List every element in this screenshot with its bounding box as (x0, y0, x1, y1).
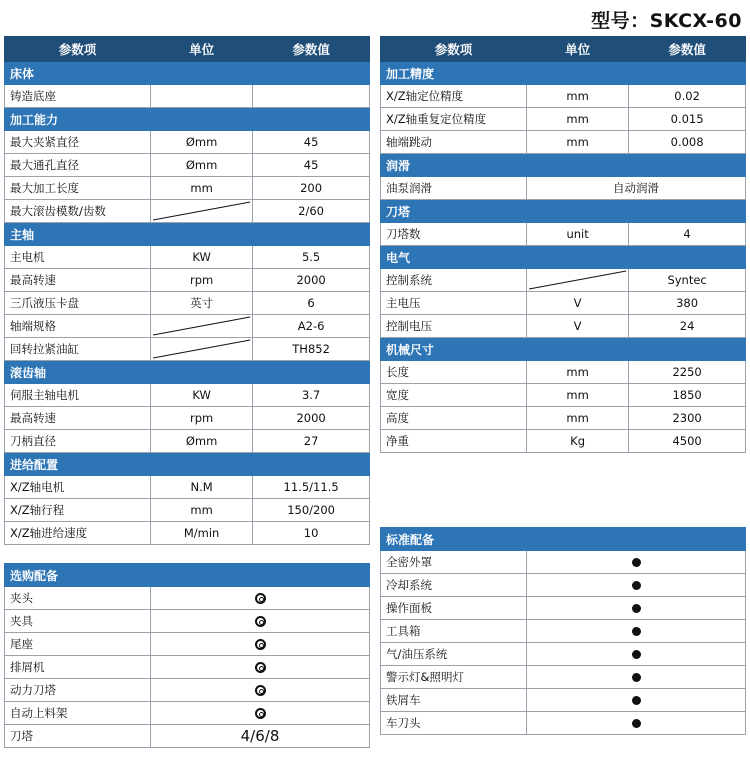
row-mark (527, 597, 746, 620)
section-label: 主轴 (5, 223, 151, 246)
table-row (381, 666, 746, 689)
table-row (381, 384, 746, 407)
section-label: 进给配置 (5, 453, 151, 476)
row-label: 铸造底座 (5, 85, 151, 108)
row-value: A2-6 (253, 315, 370, 338)
optional-ring-icon (255, 708, 266, 719)
row-unit: V (527, 292, 629, 315)
row-label: 最大夹紧直径 (5, 131, 151, 154)
section-filler (253, 108, 370, 131)
table-row (381, 407, 746, 430)
row-value (253, 85, 370, 108)
row-label: 排屑机 (5, 656, 151, 679)
row-mark (527, 712, 746, 735)
row-label: 工具箱 (381, 620, 527, 643)
table-row (5, 587, 370, 610)
row-unit: Ømm (151, 430, 253, 453)
row-value: 2/60 (253, 200, 370, 223)
section-row (5, 361, 370, 384)
standard-dot-icon (632, 604, 641, 613)
row-value: 4500 (629, 430, 746, 453)
optional-ring-icon (255, 662, 266, 673)
row-mark (527, 666, 746, 689)
table-row (381, 85, 746, 108)
table-row (5, 430, 370, 453)
header-param: 参数项 (381, 37, 527, 62)
row-value: 45 (253, 131, 370, 154)
row-unit: mm (151, 177, 253, 200)
row-unit: Ømm (151, 154, 253, 177)
section-filler (151, 453, 253, 476)
row-value: 0.008 (629, 131, 746, 154)
row-label: 最高转速 (5, 407, 151, 430)
table-row (381, 315, 746, 338)
table-row (381, 430, 746, 453)
table-row (5, 702, 370, 725)
section-row (381, 246, 746, 269)
table-row (5, 656, 370, 679)
row-value: 3.7 (253, 384, 370, 407)
table-row (381, 643, 746, 666)
section-filler (629, 62, 746, 85)
row-label: 油泵润滑 (381, 177, 527, 200)
table-row (5, 315, 370, 338)
section-label: 床体 (5, 62, 151, 85)
row-value: 200 (253, 177, 370, 200)
row-unit: KW (151, 384, 253, 407)
row-label: 净重 (381, 430, 527, 453)
table-row (5, 633, 370, 656)
row-label: 动力刀塔 (5, 679, 151, 702)
table-row (5, 131, 370, 154)
row-label: X/Z轴重复定位精度 (381, 108, 527, 131)
row-unit: mm (151, 499, 253, 522)
optional-ring-icon (255, 593, 266, 604)
section-filler (629, 200, 746, 223)
table-row (5, 610, 370, 633)
table-header-row (381, 37, 746, 62)
table-row (5, 200, 370, 223)
table-row (5, 522, 370, 545)
standard-equipment-table (380, 527, 746, 735)
row-value: 24 (629, 315, 746, 338)
row-value: 0.015 (629, 108, 746, 131)
table-row (5, 85, 370, 108)
section-filler (253, 62, 370, 85)
empty-cell-diagonal (527, 269, 629, 292)
section-filler (527, 200, 629, 223)
row-label: 伺服主轴电机 (5, 384, 151, 407)
table-row (381, 574, 746, 597)
header-unit: 单位 (527, 37, 629, 62)
row-label: 回转拉紧油缸 (5, 338, 151, 361)
row-value: 2000 (253, 269, 370, 292)
row-label: 控制电压 (381, 315, 527, 338)
table-header-row (5, 37, 370, 62)
diagonal-strike-icon (151, 200, 252, 222)
table-row (5, 154, 370, 177)
row-value: 自动润滑 (527, 177, 746, 200)
section-filler (253, 453, 370, 476)
standard-equipment-block (380, 527, 746, 735)
row-value: 5.5 (253, 246, 370, 269)
section-filler (527, 154, 629, 177)
section-filler (151, 108, 253, 131)
row-label: 自动上料架 (5, 702, 151, 725)
right-column (380, 36, 746, 735)
section-filler (151, 223, 253, 246)
row-label: 操作面板 (381, 597, 527, 620)
row-label: X/Z轴进给速度 (5, 522, 151, 545)
row-value: 27 (253, 430, 370, 453)
row-label: 轴端跳动 (381, 131, 527, 154)
row-unit: mm (527, 131, 629, 154)
section-filler (629, 154, 746, 177)
section-row (5, 108, 370, 131)
row-unit: unit (527, 223, 629, 246)
row-mark (527, 574, 746, 597)
row-unit: Ømm (151, 131, 253, 154)
diagonal-strike-icon (527, 269, 628, 291)
table-row (5, 292, 370, 315)
table-row (5, 177, 370, 200)
section-row (5, 564, 370, 587)
row-label: 宽度 (381, 384, 527, 407)
header-unit: 单位 (151, 37, 253, 62)
row-label: 最大滚齿模数/齿数 (5, 200, 151, 223)
section-label: 刀塔 (381, 200, 527, 223)
standard-dot-icon (632, 627, 641, 636)
standard-dot-icon (632, 558, 641, 567)
section-filler (527, 338, 629, 361)
section-filler (629, 338, 746, 361)
row-value: 2000 (253, 407, 370, 430)
row-label: X/Z轴电机 (5, 476, 151, 499)
row-label: 夹头 (5, 587, 151, 610)
diagonal-strike-icon (151, 315, 252, 337)
page-title: 型号：SKCX-60 (591, 10, 742, 32)
row-label: 长度 (381, 361, 527, 384)
standard-dot-icon (632, 650, 641, 659)
row-mark (527, 689, 746, 712)
row-label: 最大通孔直径 (5, 154, 151, 177)
row-unit (151, 85, 253, 108)
table-row (381, 108, 746, 131)
empty-cell-diagonal (151, 338, 253, 361)
table-row (5, 476, 370, 499)
row-value: 4 (629, 223, 746, 246)
row-label: 铁屑车 (381, 689, 527, 712)
row-value: 6 (253, 292, 370, 315)
table-row (381, 361, 746, 384)
section-row (5, 223, 370, 246)
row-unit: mm (527, 85, 629, 108)
table-row (5, 269, 370, 292)
row-value: 150/200 (253, 499, 370, 522)
row-mark (527, 620, 746, 643)
row-unit: N.M (151, 476, 253, 499)
section-filler (527, 62, 629, 85)
standard-dot-icon (632, 581, 641, 590)
section-row (381, 62, 746, 85)
row-unit: M/min (151, 522, 253, 545)
row-label: 夹具 (5, 610, 151, 633)
table-row (381, 551, 746, 574)
table-row (381, 177, 746, 200)
row-unit: V (527, 315, 629, 338)
row-label: 最大加工长度 (5, 177, 151, 200)
left-spec-table (4, 36, 370, 545)
row-label: X/Z轴行程 (5, 499, 151, 522)
row-label: 轴端规格 (5, 315, 151, 338)
table-row (381, 292, 746, 315)
row-value: Syntec (629, 269, 746, 292)
row-mark (151, 587, 370, 610)
section-filler (151, 564, 370, 587)
row-value: 2300 (629, 407, 746, 430)
row-value: 380 (629, 292, 746, 315)
row-label: 刀塔数 (381, 223, 527, 246)
row-unit: Kg (527, 430, 629, 453)
table-row (5, 407, 370, 430)
row-label: 气/油压系统 (381, 643, 527, 666)
row-unit: 英寸 (151, 292, 253, 315)
section-filler (253, 223, 370, 246)
row-label: 车刀头 (381, 712, 527, 735)
row-unit: rpm (151, 407, 253, 430)
section-label: 滚齿轴 (5, 361, 151, 384)
table-row (381, 269, 746, 292)
left-column (4, 36, 370, 748)
table-row (5, 246, 370, 269)
section-row (381, 528, 746, 551)
row-mark (151, 656, 370, 679)
row-mark (151, 702, 370, 725)
optional-equipment-table (4, 563, 370, 748)
left-main-table-block (4, 36, 370, 545)
table-row (381, 620, 746, 643)
row-label: 冷却系统 (381, 574, 527, 597)
diagonal-strike-icon (151, 338, 252, 360)
row-unit: KW (151, 246, 253, 269)
section-filler (527, 528, 746, 551)
section-row (5, 62, 370, 85)
row-value: 2250 (629, 361, 746, 384)
row-label: 三爪液压卡盘 (5, 292, 151, 315)
table-row (381, 712, 746, 735)
optional-equipment-block (4, 563, 370, 748)
standard-dot-icon (632, 696, 641, 705)
row-label: 全密外罩 (381, 551, 527, 574)
row-mark (151, 633, 370, 656)
row-label: 主电压 (381, 292, 527, 315)
empty-cell-diagonal (151, 200, 253, 223)
row-label: 主电机 (5, 246, 151, 269)
row-value: TH852 (253, 338, 370, 361)
table-row (5, 679, 370, 702)
row-label: 高度 (381, 407, 527, 430)
row-label: 控制系统 (381, 269, 527, 292)
header-value: 参数值 (629, 37, 746, 62)
row-value: 10 (253, 522, 370, 545)
row-value: 45 (253, 154, 370, 177)
row-value: 0.02 (629, 85, 746, 108)
row-value: 11.5/11.5 (253, 476, 370, 499)
table-row (5, 338, 370, 361)
section-row (381, 200, 746, 223)
standard-dot-icon (632, 673, 641, 682)
header-param: 参数项 (5, 37, 151, 62)
row-mark (151, 610, 370, 633)
row-mark (151, 679, 370, 702)
optional-ring-icon (255, 616, 266, 627)
row-unit: mm (527, 384, 629, 407)
table-row (5, 384, 370, 407)
table-row (381, 131, 746, 154)
section-filler (151, 361, 253, 384)
row-label: 刀塔 (5, 725, 151, 748)
section-filler (253, 361, 370, 384)
empty-cell-diagonal (151, 315, 253, 338)
section-label: 标准配备 (381, 528, 527, 551)
section-label: 润滑 (381, 154, 527, 177)
section-row (5, 453, 370, 476)
row-unit: mm (527, 361, 629, 384)
row-label: 尾座 (5, 633, 151, 656)
row-unit: mm (527, 108, 629, 131)
row-label: 最高转速 (5, 269, 151, 292)
section-filler (151, 62, 253, 85)
section-row (381, 338, 746, 361)
section-label: 加工精度 (381, 62, 527, 85)
standard-dot-icon (632, 719, 641, 728)
row-value: 1850 (629, 384, 746, 407)
row-mark (527, 551, 746, 574)
row-value: 4/6/8 (151, 725, 370, 748)
table-row (5, 499, 370, 522)
section-filler (527, 246, 629, 269)
row-label: 警示灯&照明灯 (381, 666, 527, 689)
row-unit: rpm (151, 269, 253, 292)
table-row (5, 725, 370, 748)
optional-ring-icon (255, 685, 266, 696)
optional-ring-icon (255, 639, 266, 650)
row-mark (527, 643, 746, 666)
right-spec-table (380, 36, 746, 453)
section-label: 加工能力 (5, 108, 151, 131)
header-value: 参数值 (253, 37, 370, 62)
section-label: 选购配备 (5, 564, 151, 587)
section-label: 电气 (381, 246, 527, 269)
right-main-table-block (380, 36, 746, 453)
section-filler (629, 246, 746, 269)
section-label: 机械尺寸 (381, 338, 527, 361)
row-unit: mm (527, 407, 629, 430)
table-row (381, 597, 746, 620)
row-label: 刀柄直径 (5, 430, 151, 453)
section-row (381, 154, 746, 177)
table-row (381, 223, 746, 246)
table-row (381, 689, 746, 712)
row-label: X/Z轴定位精度 (381, 85, 527, 108)
